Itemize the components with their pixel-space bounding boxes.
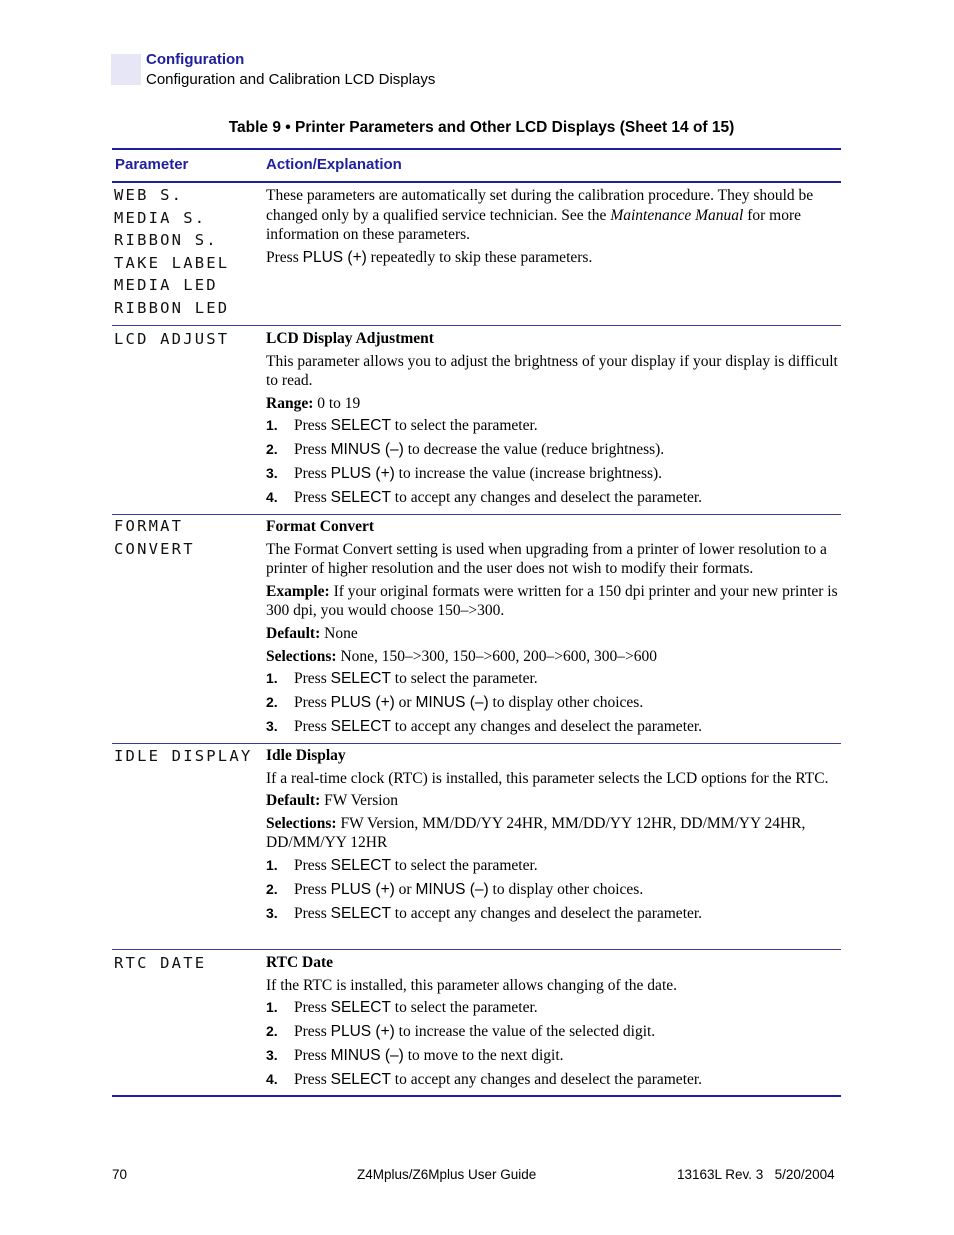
list-item: 3. Press PLUS (+) to increase the value (increase brightness). [266,465,663,483]
table-top-rule [112,148,841,150]
row-divider [112,325,841,326]
list-item: 2. Press PLUS (+) to increase the value of the selected digit. [266,1023,656,1041]
param-format-convert: FORMAT CONVERT [114,517,195,558]
row-divider [112,743,841,744]
list-item: 1. Press SELECT to select the parameter. [266,417,538,435]
row-divider [112,514,841,515]
list-item: 2. Press MINUS (–) to decrease the value (reduce brightness). [266,441,665,459]
row-rtc-date-explanation [266,953,838,1094]
list-item: 4. Press SELECT to accept any changes and deselect the parameter. [266,1071,703,1089]
param-idle-display: IDLE DISPLAY [114,747,253,765]
calibration-description: These parameters are automatically set during the calibration procedure. They should be changed only by a qualified service technician. See the Maintenance Manual for more information on these parameters. [266,187,814,244]
table-header-rule [112,181,841,183]
format-convert-steps [266,669,838,737]
rtc-date-steps [266,998,838,1090]
format-convert-example: Example: If your original formats were written for a 150 dpi printer and your new printer is 300 dpi, you would choose 150–>300. [266,582,838,620]
row-divider [112,949,841,950]
lcd-adjust-heading: LCD Display Adjustment [266,330,434,347]
lcd-adjust-range: Range: 0 to 19 [266,394,361,412]
list-item: 1. Press SELECT to select the parameter. [266,670,538,688]
row-lcd-adjust-explanation [266,329,838,512]
table-title: Table 9 • Printer Parameters and Other LCD Displays (Sheet 14 of 15) [228,119,735,136]
param-rtc-date: RTC DATE [114,954,207,972]
idle-display-selections: Selections: FW Version, MM/DD/YY 24HR, MM/DD/YY 12HR, DD/MM/YY 24HR, DD/MM/YY 12HR [266,814,806,852]
format-convert-default: Default: None [266,624,358,642]
idle-display-steps [266,856,838,924]
list-item: 3. Press MINUS (–) to move to the next digit. [266,1047,564,1065]
idle-display-description: If a real-time clock (RTC) is installed, this parameter selects the LCD options for the RTC. [266,769,829,787]
rtc-date-heading: RTC Date [266,954,334,971]
list-item: 1. Press SELECT to select the parameter. [266,999,538,1017]
format-convert-heading: Format Convert [266,518,375,535]
page-number: 70 [112,1167,128,1182]
lcd-adjust-description: This parameter allows you to adjust the brightness of your display if your display is difficult to read. [266,352,838,390]
format-convert-selections: Selections: None, 150–>300, 150–>600, 200–>600, 300–>600 [266,647,658,665]
row-calibration-explanation [266,186,838,270]
idle-display-default: Default: FW Version [266,792,399,810]
lcd-adjust-steps [266,416,838,508]
idle-display-heading: Idle Display [266,747,346,764]
param-calibration-values: WEB S. MEDIA S. RIBBON S. TAKE LABEL MEDIA LED RIBBON LED [114,186,230,317]
table-bottom-rule [112,1095,841,1097]
list-item: 1. Press SELECT to select the parameter. [266,856,538,874]
param-lcd-adjust: LCD ADJUST [114,330,230,348]
revision-info: 13163L Rev. 3 5/20/2004 [677,1167,835,1182]
column-header-parameter: Parameter [115,156,189,173]
calibration-skip-instruction: Press PLUS (+) repeatedly to skip these parameters. [266,248,593,266]
guide-title: Z4Mplus/Z6Mplus User Guide [357,1167,537,1182]
row-format-convert-explanation [266,517,838,741]
rtc-date-description: If the RTC is installed, this parameter allows changing of the date. [266,976,677,994]
list-item: 4. Press SELECT to accept any changes and deselect the parameter. [266,489,703,507]
section-title: Configuration [146,51,245,68]
format-convert-description: The Format Convert setting is used when upgrading from a printer of lower resolution to a printer of higher resolution and the user does not wish to modify their formats. [266,540,827,578]
row-idle-display-explanation [266,746,838,928]
list-item: 3. Press SELECT to accept any changes and deselect the parameter. [266,904,703,922]
column-header-action: Action/Explanation [266,156,402,173]
subsection-title: Configuration and Calibration LCD Displays [146,71,436,88]
header-tab-marker [111,54,141,85]
list-item: 3. Press SELECT to accept any changes and deselect the parameter. [266,718,703,736]
list-item: 2. Press PLUS (+) or MINUS (–) to display other choices. [266,694,644,712]
list-item: 2. Press PLUS (+) or MINUS (–) to display other choices. [266,880,644,898]
